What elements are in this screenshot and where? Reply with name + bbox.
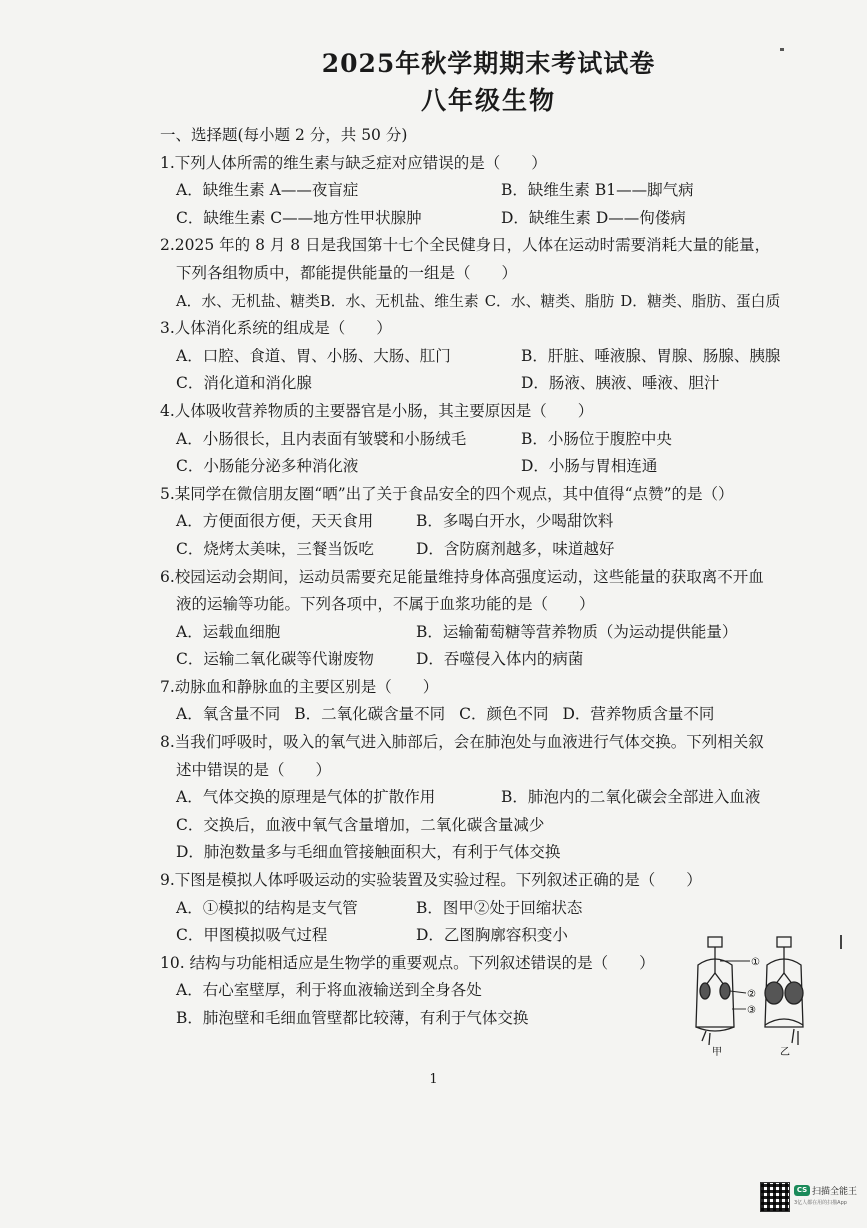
question-5-options-row1: [160, 508, 810, 536]
question-8-option-c: C．交换后，血液中氧气含量增加，二氧化碳含量减少: [176, 815, 545, 834]
question-1-options-row2: [160, 205, 810, 233]
label-3: ③: [747, 1005, 756, 1016]
section-heading: 一、选择题(每小题 2 分，共 50 分): [160, 126, 408, 144]
option-a: A．氧含量不同: [176, 705, 281, 724]
question-10-option-a: A．右心室壁厚，利于将血液输送到全身各处: [176, 981, 482, 1000]
scan-artifact: [840, 935, 842, 949]
question-9-stem: 9.下图是模拟人体呼吸运动的实验装置及实验过程。下列叙述正确的是（ ）: [160, 871, 702, 890]
qr-code-icon: [760, 1182, 790, 1212]
option-a: A．缺维生素 A——夜盲症: [176, 181, 359, 200]
question-8-options-row1: [160, 784, 810, 812]
question-8-stem-cont: 述中错误的是（ ）: [176, 760, 332, 779]
option-d: D．肠液、胰液、唾液、胆汁: [521, 374, 720, 393]
question-3-stem: 3.人体消化系统的组成是（ ）: [160, 319, 392, 338]
option-a: A．口腔、食道、胃、小肠、大肠、肛门: [176, 346, 451, 365]
question-1-stem: 1.下列人体所需的维生素与缺乏症对应错误的是（ ）: [160, 153, 547, 172]
option-b: B．缺维生素 B1——脚气病: [501, 181, 694, 200]
scanner-watermark: [760, 1182, 860, 1216]
option-b: B．多喝白开水，少喝甜饮料: [416, 512, 614, 531]
question-6-stem: 6.校园运动会期间，运动员需要充足能量维持身体高强度运动，这些能量的获取离不开血: [160, 567, 764, 586]
question-4-stem: 4.人体吸收营养物质的主要器官是小肠，其主要原因是（ ）: [160, 401, 594, 420]
question-2-options: [160, 288, 810, 316]
question-10-stem: 10. 结构与功能相适应是生物学的重要观点。下列叙述错误的是（ ）: [160, 953, 655, 972]
question-2-stem-cont: 下列各组物质中，都能提供能量的一组是（ ）: [176, 263, 518, 282]
option-a: A．①模拟的结构是支气管: [176, 898, 358, 917]
question-8-stem: 8.当我们呼吸时，吸入的氧气进入肺部后，会在肺泡处与血液进行气体交换。下列相关叙: [160, 733, 764, 752]
caption-yi: 乙: [780, 1047, 790, 1058]
option-b: B．肝脏、唾液腺、胃腺、肠腺、胰腺: [521, 346, 781, 365]
breathing-model-diagram: [688, 935, 838, 1060]
camscanner-logo: CS: [794, 1185, 810, 1196]
option-c: C．颜色不同: [459, 705, 549, 724]
label-2: ②: [747, 989, 756, 1000]
label-1: ①: [751, 957, 760, 968]
question-6-options-row2: [160, 646, 810, 674]
option-c: C．烧烤太美味，三餐当饭吃: [176, 539, 374, 558]
option-c: C．缺维生素 C——地方性甲状腺肿: [176, 208, 422, 227]
option-d: D．小肠与胃相连通: [521, 457, 658, 476]
question-5-options-row2: [160, 536, 810, 564]
option-a: A．水、无机盐、糖类: [176, 292, 320, 310]
option-d: D．缺维生素 D——佝偻病: [501, 208, 686, 227]
question-8-option-d: D．肺泡数量多与毛细血管接触面积大，有利于气体交换: [176, 843, 561, 862]
option-b: B．水、无机盐、维生素: [319, 292, 479, 310]
jar-right: [765, 937, 803, 1045]
option-d: D．含防腐剂越多，味道越好: [416, 539, 615, 558]
camscanner-name: 扫描全能王: [812, 1187, 858, 1197]
question-10-option-b: B．肺泡壁和毛细血管壁都比较薄，有利于气体交换: [176, 1009, 529, 1027]
exam-subtitle: 八年级生物: [420, 86, 556, 115]
option-a: A．方便面很方便，天天食用: [176, 512, 374, 531]
question-3-options-row2: [160, 370, 810, 398]
question-4-options-row1: [160, 426, 810, 454]
question-6-stem-cont: 液的运输等功能。下列各项中，不属于血浆功能的是（ ）: [176, 595, 595, 614]
option-d: D．营养物质含量不同: [562, 705, 715, 724]
option-c: C．水、糖类、脂肪: [484, 292, 615, 310]
option-d: D．糖类、脂肪、蛋白质: [620, 292, 781, 310]
option-d: D．吞噬侵入体内的病菌: [416, 650, 584, 669]
question-3-options-row1: [160, 343, 810, 371]
option-b: B．小肠位于腹腔中央: [521, 429, 672, 448]
page-number: 1: [429, 1072, 438, 1087]
option-a: A．气体交换的原理是气体的扩散作用: [176, 788, 436, 807]
option-d: D．乙图胸廓容积变小: [416, 926, 568, 945]
option-b: B．二氧化碳含量不同: [294, 705, 446, 724]
question-1-options-row1: [160, 177, 810, 205]
option-c: C．运输二氧化碳等代谢废物: [176, 650, 374, 669]
option-c: C．消化道和消化腺: [176, 374, 312, 393]
question-4-options-row2: [160, 453, 810, 481]
option-b: B．图甲②处于回缩状态: [416, 898, 583, 917]
option-a: A．小肠很长，且内表面有皱襞和小肠绒毛: [176, 429, 467, 448]
question-6-options-row1: [160, 619, 810, 647]
option-c: C．甲图模拟吸气过程: [176, 926, 328, 945]
question-9-options-row1: [160, 895, 810, 923]
question-5-stem: 5.某同学在微信朋友圈“晒”出了关于食品安全的四个观点，其中值得“点赞”的是（）: [160, 484, 734, 503]
option-b: B．肺泡内的二氧化碳会全部进入血液: [501, 788, 761, 807]
option-b: B．运输葡萄糖等营养物质（为运动提供能量）: [416, 622, 738, 641]
option-a: A．运载血细胞: [176, 622, 281, 641]
question-7-stem: 7.动脉血和静脉血的主要区别是（ ）: [160, 677, 439, 696]
camscanner-tagline: 3亿人都在用的扫描App: [794, 1200, 847, 1206]
jar-left: [696, 937, 734, 1045]
question-list: [160, 122, 810, 1033]
question-2-stem: 2.2025 年的 8 月 8 日是我国第十七个全民健身日，人体在运动时需要消耗大量的能量，: [160, 236, 771, 255]
exam-title: 2025年秋学期期末考试试卷: [321, 49, 656, 78]
question-7-options: [160, 701, 810, 729]
caption-jia: 甲: [712, 1047, 722, 1058]
option-c: C．小肠能分泌多种消化液: [176, 457, 359, 476]
